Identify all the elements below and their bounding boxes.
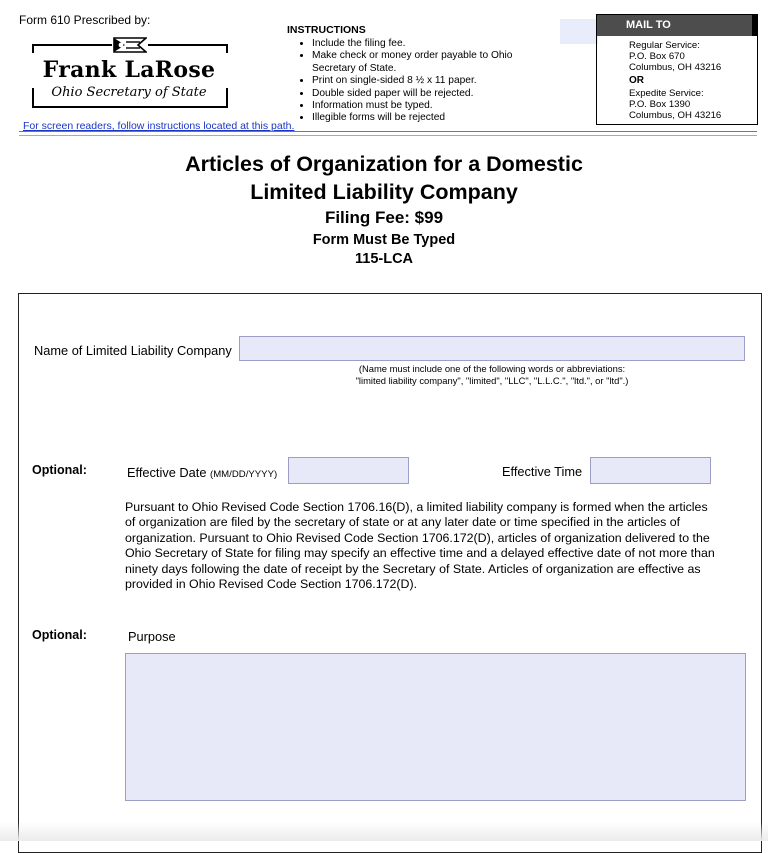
logo-subtitle: Ohio Secretary of State [51,85,207,100]
instruction-item: • Information must be typed. [312,100,522,112]
mail-or-label: OR [629,75,644,86]
name-requirement-note-1: (Name must include one of the following words or abbreviations: [358,363,626,374]
header-divider [19,135,757,136]
form-code: 115-LCA [354,251,414,267]
instruction-item: • Make check or money order payable to Ohio Secretary of State. [312,50,522,75]
screen-reader-link[interactable]: For screen readers, follow instructions located at this path. [23,120,295,132]
logo-frame-line [226,44,228,53]
instructions-title: INSTRUCTIONS [287,24,366,36]
company-name-input[interactable] [239,336,745,361]
page-title-line1: Articles of Organization for a Domestic [185,152,583,176]
filing-fee: Filing Fee: $99 [324,208,444,227]
company-name-label: Name of Limited Liability Company [34,343,232,358]
regular-service-box: P.O. Box 670 [629,51,685,62]
ohio-flag-icon [113,37,147,53]
effective-date-label-text: Effective Date [127,465,207,480]
instruction-item: • Double sided paper will be rejected. [312,88,522,100]
effective-time-input[interactable] [590,457,711,484]
name-requirement-note-2: "limited liability company", "limited", "LLC", "L.L.C.", "ltd.", or "ltd".) [355,375,629,386]
purpose-label: Purpose [128,629,176,644]
form-typed-notice: Form Must Be Typed [312,232,456,248]
expedite-service-city: Columbus, OH 43216 [629,110,722,121]
header-divider [19,131,757,132]
regular-service-label: Regular Service: [629,40,700,51]
effective-date-input[interactable] [288,457,409,484]
instructions-list [300,38,522,125]
expedite-service-box: P.O. Box 1390 [629,99,691,110]
mail-to-title: MAIL TO [626,19,671,31]
mail-to-highlight [560,19,598,44]
logo-frame-line [148,44,228,46]
logo-frame-line [32,44,34,53]
form-prescribed-label: Form 610 Prescribed by: [19,13,151,27]
effective-time-label: Effective Time [502,464,583,479]
expedite-service-label: Expedite Service: [629,88,704,99]
purpose-textarea[interactable] [125,653,746,801]
page-title-line2: Limited Liability Company [250,180,518,204]
logo-name: Frank LaRose [42,57,216,83]
mail-to-header [597,15,757,36]
logo-frame-line [32,106,228,108]
instruction-item: • Include the filing fee. [312,38,522,50]
optional-label: Optional: [32,628,87,642]
optional-label: Optional: [32,463,87,477]
effective-date-explanation: Pursuant to Ohio Revised Code Section 1706.16(D), a limited liability company is formed when the articles of organization are filed by the secretary of state or at any later date or time specified in the articles of organization. Pursuant to Ohio Revised Code Section 1706.172(D), articles of organization delivered to the Ohio Secretary of State for filing may specify an effective time and a delayed effective date of not more than ninety days following the date of receipt by the Secretary of State. Articles of organization are effective as provided in Ohio Revised Code Section 1706.172(D). [125,500,715,592]
mail-to-header-strip [752,15,758,36]
instruction-item: • Illegible forms will be rejected [312,112,522,124]
page-bottom-shadow [0,822,768,841]
regular-service-city: Columbus, OH 43216 [629,62,722,73]
effective-date-label [127,465,277,480]
logo-frame-line [32,44,112,46]
instruction-item: • Print on single-sided 8 ½ x 11 paper. [312,75,522,87]
effective-date-format: (MM/DD/YYYY) [210,469,278,480]
